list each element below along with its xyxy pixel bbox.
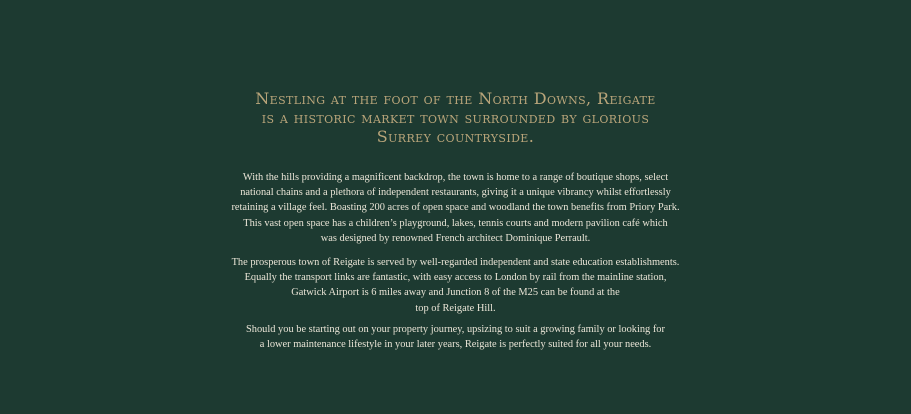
paragraph-line: top of Reigate Hill. (415, 302, 496, 314)
paragraph-line: This vast open space has a children’s playground, lakes, tennis courts and modern pavilion café which (243, 217, 668, 229)
paragraph-property-journey (0, 322, 911, 352)
paragraph-line: was designed by renowned French architect Dominique Perrault. (320, 232, 591, 244)
paragraph-line: retaining a village feel. Boasting 200 acres of open space and woodland the town benefits from Priory Park. (231, 202, 680, 214)
heading-line-3: Surrey countryside. (376, 127, 535, 146)
intro-heading (0, 89, 911, 146)
paragraph-town-amenities (0, 170, 911, 246)
paragraph-line: The prosperous town of Reigate is served by well-regarded independent and state education establishments. (231, 257, 680, 268)
paragraph-line: Should you be starting out on your property journey, upsizing to suit a growing family or looking for (246, 324, 665, 335)
paragraph-line: a lower maintenance lifestyle in your later years, Reigate is perfectly suited for all your needs. (259, 339, 652, 351)
paragraph-line: Gatwick Airport is 6 miles away and Junction 8 of the M25 can be found at the (291, 287, 620, 299)
paragraph-line: With the hills providing a magnificent backdrop, the town is home to a range of boutique shops, select (242, 172, 669, 183)
paragraph-education-transport (0, 255, 911, 316)
heading-line-1: Nestling at the foot of the North Downs, Reigate (255, 89, 656, 108)
heading-line-2: is a historic market town surrounded by glorious (261, 108, 650, 127)
paragraph-line: Equally the transport links are fantastic, with easy access to London by rail from the mainline station, (244, 272, 667, 284)
paragraph-line: national chains and a plethora of independent restaurants, giving it a unique vibrancy whilst effortlessly (240, 187, 671, 199)
